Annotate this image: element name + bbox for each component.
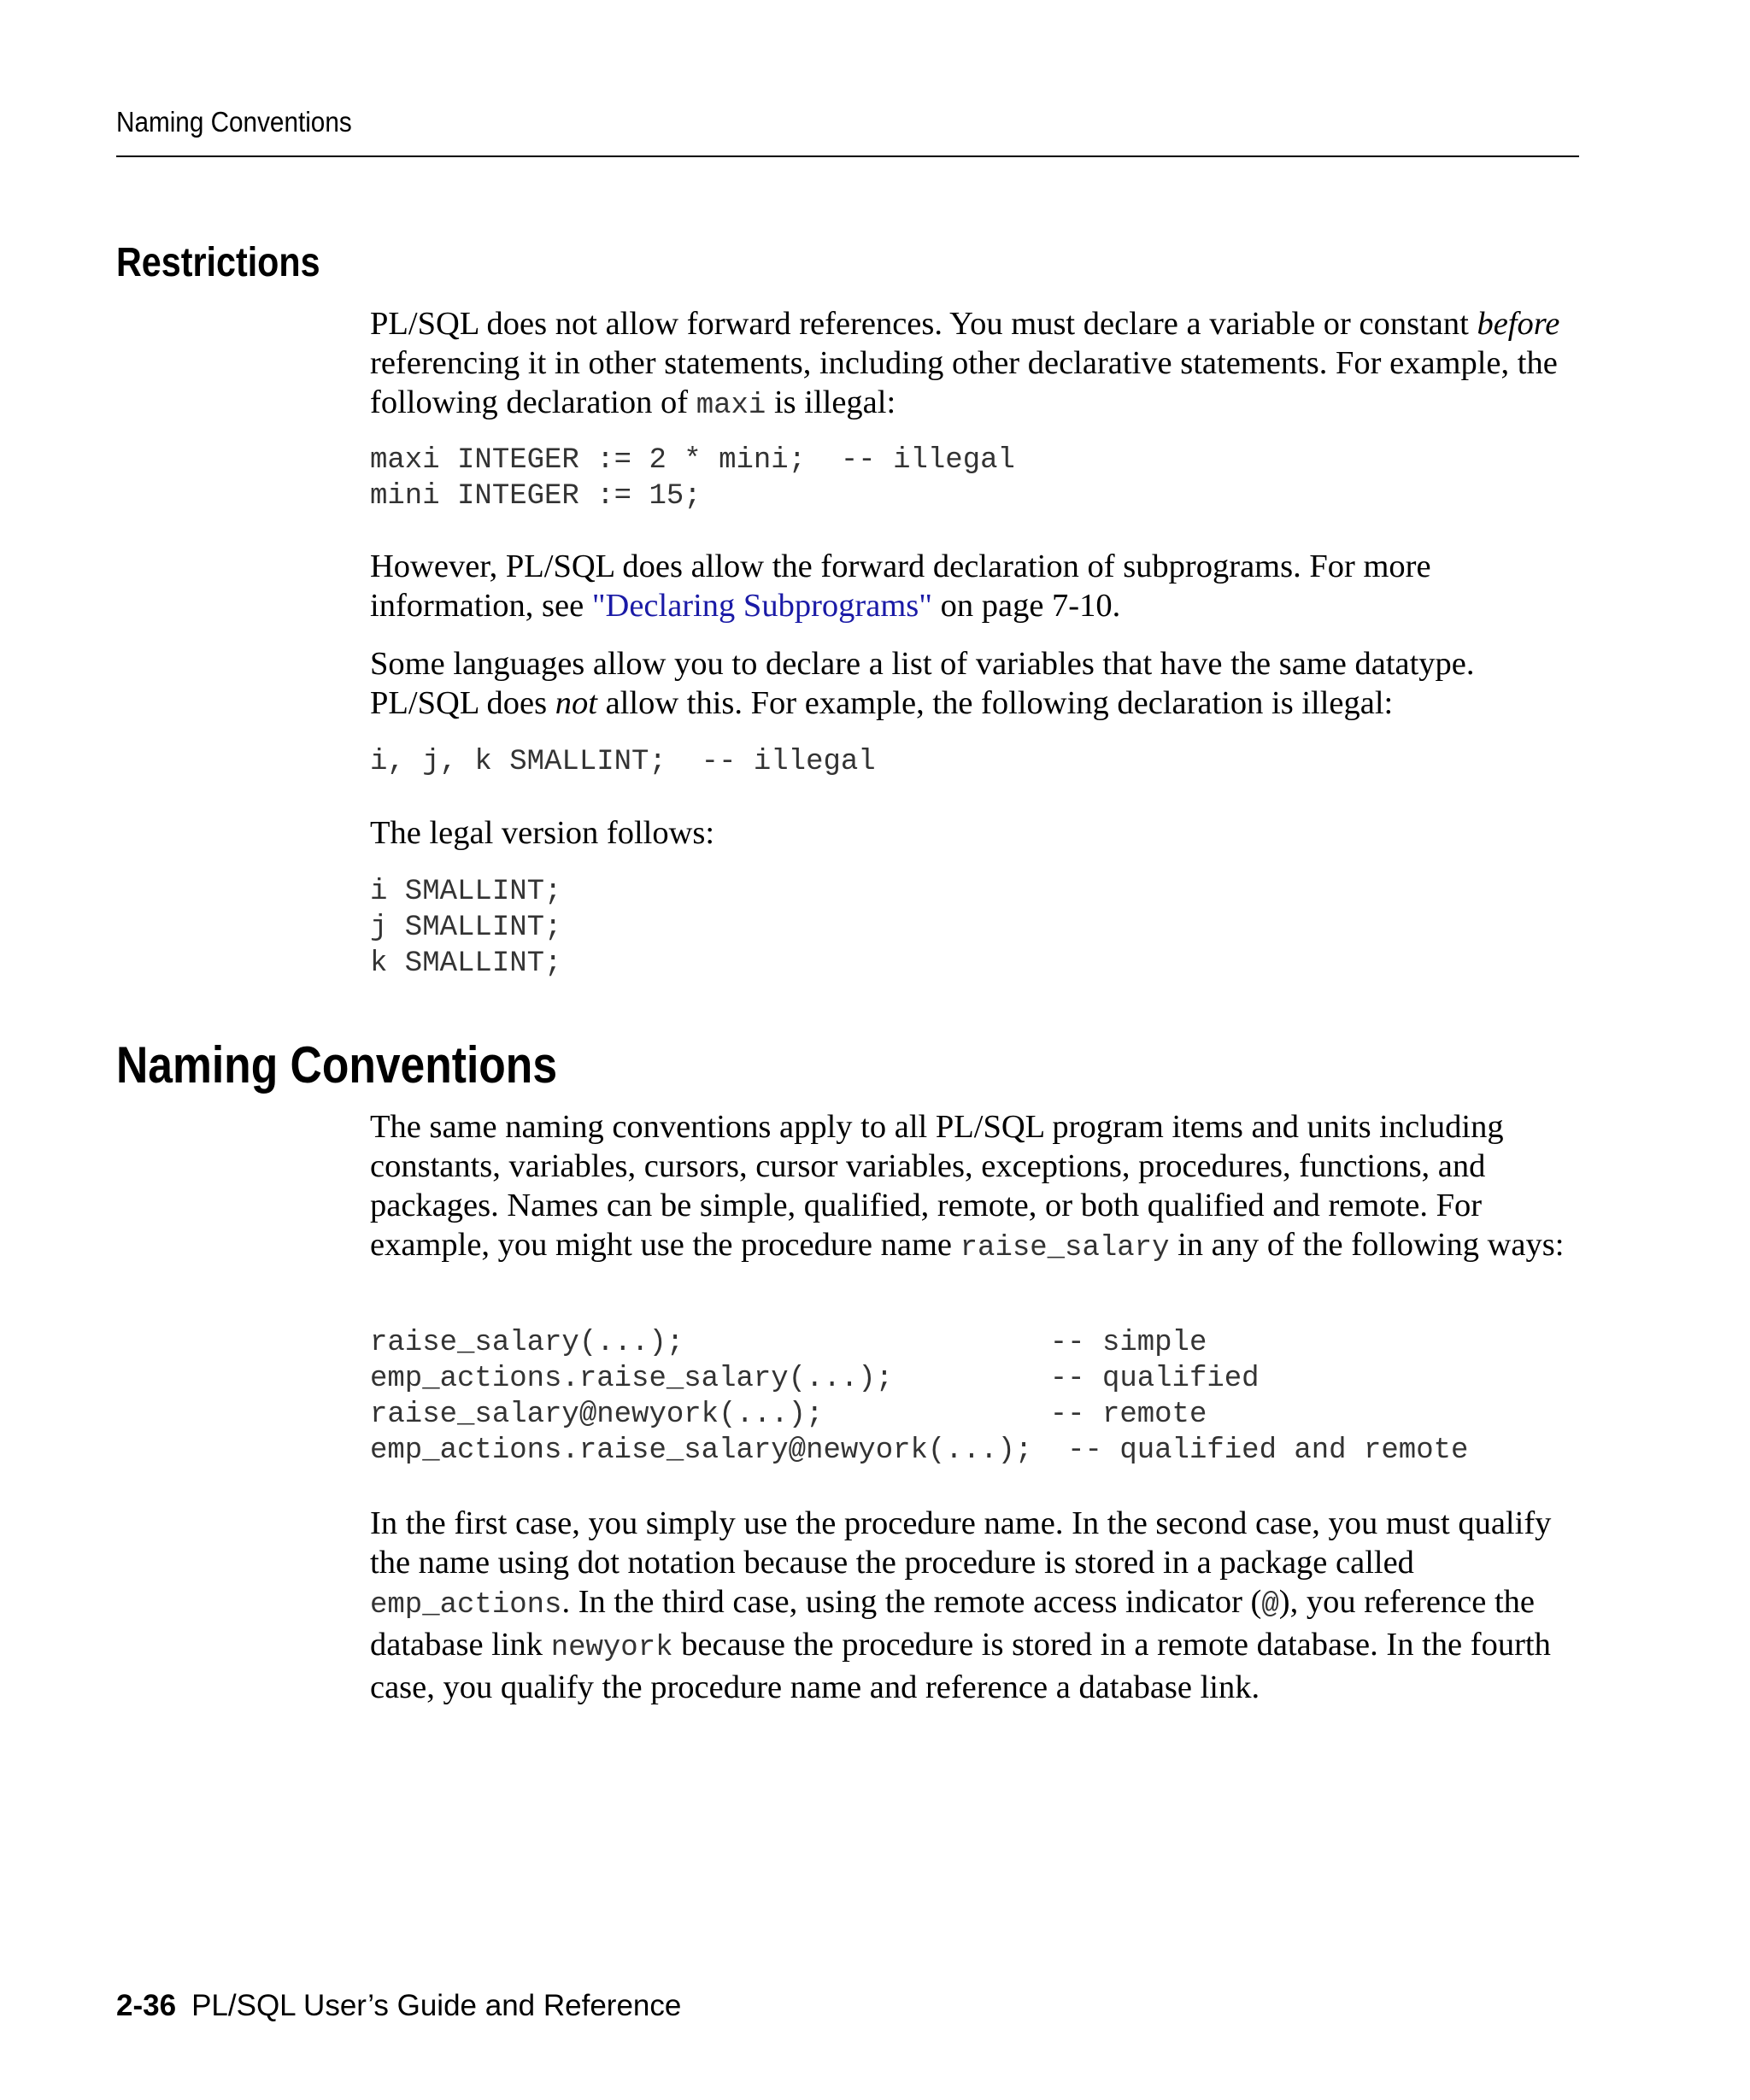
emphasis: before [1477, 306, 1560, 342]
section-heading-restrictions: Restrictions [116, 240, 320, 285]
paragraph-variable-list [370, 644, 1579, 723]
page-footer [116, 1989, 681, 2023]
text: is illegal: [766, 384, 896, 420]
inline-code: newyork [550, 1632, 673, 1664]
page-number: 2-36 [116, 1989, 177, 2022]
paragraph-naming-explanation [370, 1504, 1579, 1707]
text: on page 7-10. [931, 588, 1121, 624]
text: because the procedure is stored in a remote database. In the fourth case, you qualify the procedure name and reference a database link. [370, 1627, 1551, 1705]
text: However, PL/SQL does allow the forward declaration of subprograms. For more information, see [370, 548, 1431, 624]
section-heading-naming-conventions: Naming Conventions [116, 1036, 558, 1094]
text: Some languages allow you to declare a list of variables that have the same datatype. PL/SQL does [370, 646, 1475, 721]
code-block-legal-version: i SMALLINT; j SMALLINT; k SMALLINT; [370, 876, 562, 980]
link-declaring-subprograms[interactable]: "Declaring Subprograms" [591, 588, 932, 624]
text: referencing it in other statements, including other declarative statements. For example, the following declaration of [370, 345, 1558, 420]
text: ), you reference the database link [370, 1584, 1536, 1663]
text: . In the third case, using the remote access indicator ( [561, 1584, 1262, 1620]
code-block-illegal-forward: maxi INTEGER := 2 * mini; -- illegal mini INTEGER := 15; [370, 444, 1015, 513]
text: The same naming conventions apply to all PL/SQL program items and units including constants, variables, cursors, cursor variables, exceptions, procedures, functions, and packages. Names can be simple, qualified, remote, or both qualified and remote. For example, you might use the procedure name [370, 1109, 1504, 1263]
paragraph-naming-intro [370, 1107, 1579, 1268]
inline-code: emp_actions [370, 1589, 562, 1622]
inline-code: raise_salary [960, 1232, 1170, 1264]
book-title: PL/SQL User’s Guide and Reference [191, 1989, 682, 2022]
header-rule [116, 155, 1579, 157]
emphasis: not [555, 685, 597, 721]
text: allow this. For example, the following declaration is illegal: [596, 685, 1394, 721]
text: In the first case, you simply use the procedure name. In the second case, you must qualify the name using dot notation because the procedure is stored in a package called [370, 1505, 1552, 1581]
code-block-illegal-list: i, j, k SMALLINT; -- illegal [370, 746, 876, 778]
inline-code: maxi [696, 390, 766, 422]
paragraph-forward-references [370, 304, 1579, 425]
inline-code: @ [1261, 1589, 1279, 1622]
paragraph-forward-declaration [370, 547, 1579, 625]
running-header: Naming Conventions [116, 106, 352, 138]
text: in any of the following ways: [1169, 1227, 1565, 1263]
paragraph-legal-version: The legal version follows: [370, 815, 715, 851]
text: PL/SQL does not allow forward references. You must declare a variable or constant [370, 306, 1477, 342]
code-block-name-forms: raise_salary(...); -- simple emp_actions.raise_salary(...); -- qualified raise_salary@newyork(...); -- remote emp_actions.raise_salary@newyork(...); -- qualified and remote [370, 1327, 1469, 1467]
